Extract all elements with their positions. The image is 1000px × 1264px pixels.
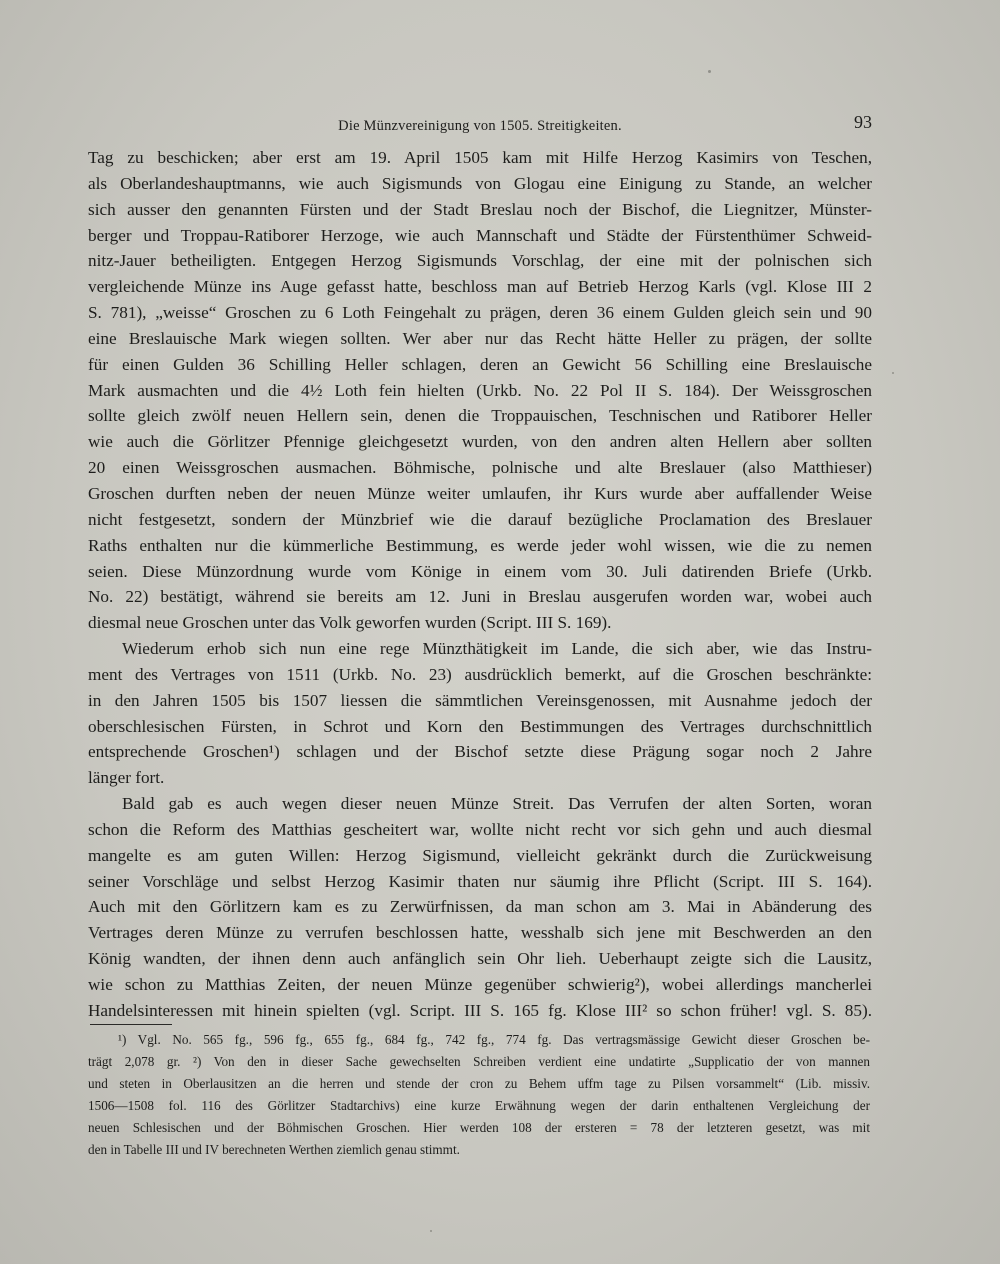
text-line: Handelsinteressen mit hinein spielten (vgl. Script. III S. 165 fg. Klose III² so schon früher! vgl. S. 85). — [88, 1000, 872, 1020]
text-line: Groschen durften neben der neuen Münze weiter umlaufen, ihr Kurs wurde aber auffallender Weise — [88, 483, 872, 503]
footnote-line: 1506—1508 fol. 116 des Görlitzer Stadtarchivs) eine kurze Erwähnung wegen der darin enthaltenen Vergleichung der — [88, 1098, 870, 1113]
text-line: seiner Vorschläge und selbst Herzog Kasimir thaten nur säumig ihre Pflicht (Script. III S. 164). — [88, 871, 872, 891]
text-line: entsprechende Groschen¹) schlagen und der Bischof setzte diese Prägung sogar noch 2 Jahre — [88, 742, 872, 762]
text-line: S. 781), „weisse“ Groschen zu 6 Loth Feingehalt zu prägen, deren 36 einem Gulden gleich sein und 90 — [88, 303, 872, 323]
text-line: mangelte es am guten Willen: Herzog Sigismund, vielleicht gekränkt durch die Zurückweisung — [88, 845, 872, 865]
text-line: wie schon zu Matthias Zeiten, der neuen Münze gegenüber schwierig²), wobei allerdings mancherlei — [88, 975, 872, 994]
text-line: sollte gleich zwölf neuen Hellern sein, denen die Troppauischen, Teschnischen und Ratiborer Heller — [88, 406, 872, 426]
text-line: No. 22) bestätigt, während sie bereits am 12. Juni in Breslau ausgerufen worden war, wobei auch — [88, 587, 872, 607]
text-line: ment des Vertrages von 1511 (Urkb. No. 23) ausdrücklich bemerkt, auf die Groschen beschränkte: — [88, 664, 872, 684]
text-line: diesmal neue Groschen unter das Volk geworfen wurden (Script. III S. 169). — [88, 613, 612, 633]
page-header — [88, 112, 872, 140]
text-line: König wandten, der ihnen denn auch anfänglich sein Ohr lieh. Ueberhaupt zeigte sich die Lausitz, — [88, 949, 872, 969]
text-line: Raths enthalten nur die kümmerliche Bestimmung, es werde jeder wohl wissen, wie die zu nemen — [88, 535, 872, 555]
text-line: Tag zu beschicken; aber erst am 19. April 1505 kam mit Hilfe Herzog Kasimirs von Teschen, — [88, 148, 872, 167]
text-line: berger und Troppau-Ratiborer Herzoge, wie auch Mannschaft und Städte der Fürstenthümer Schweid- — [88, 225, 872, 245]
main-text — [88, 145, 872, 1024]
text-line: vergleichende Münze ins Auge gefasst hatte, beschloss man auf Betrieb Herzog Karls (vgl. Klose III 2 — [88, 277, 872, 297]
text-line: für einen Gulden 36 Schilling Heller schlagen, deren an Gewicht 56 Schilling eine Breslauische — [88, 354, 872, 374]
footnote-rule — [90, 1024, 172, 1025]
paper-speck — [430, 1230, 432, 1232]
paper-speck — [708, 70, 711, 73]
footnote-line: den in Tabelle III und IV berechneten Werthen ziemlich genau stimmt. — [88, 1142, 460, 1157]
footnote-line: trägt 2,078 gr. ²) Von den in dieser Sache gewechselten Schreiben verdient eine undatirte „Supplicatio der von mannen — [88, 1054, 870, 1069]
text-line: oberschlesischen Fürsten, in Schrot und Korn den Bestimmungen des Vertrages durchschnittlich — [88, 716, 872, 736]
text-line: schon die Reform des Matthias gescheitert war, wollte nicht recht vor sich gehn und auch diesmal — [88, 819, 872, 839]
text-line: länger fort. — [88, 768, 165, 788]
text-line: wie auch die Görlitzer Pfennige gleichgesetzt wurden, von den andren alten Hellern aber sollten — [88, 432, 872, 452]
paper-speck — [892, 372, 894, 374]
text-line: Mark ausmachten und die 4½ Loth fein hielten (Urkb. No. 22 Pol II S. 184). Der Weissgroschen — [88, 380, 872, 400]
text-line: nicht festgesetzt, sondern der Münzbrief wie die darauf bezügliche Proclamation des Breslauer — [88, 509, 872, 529]
text-line: Wiederum erhob sich nun eine rege Münzthätigkeit im Lande, die sich aber, wie das Instru- — [122, 639, 872, 659]
text-line: 20 einen Weissgroschen ausmachen. Böhmische, polnische und alte Breslauer (also Matthieser) — [88, 458, 872, 478]
footnotes — [88, 1029, 870, 1161]
footnote-line: neuen Schlesischen und der Böhmischen Groschen. Hier werden 108 der ersteren = 78 der letzteren gesetzt, was mit — [88, 1120, 870, 1135]
text-line: sich ausser den genannten Fürsten und der Stadt Breslau noch der Bischof, die Liegnitzer, Münster- — [88, 199, 872, 219]
text-line: seien. Diese Münzordnung wurde vom Könige in einem vom 30. Juli datirenden Briefe (Urkb. — [88, 561, 872, 581]
text-line: nitz-Jauer betheiligten. Entgegen Herzog Sigismunds Vorschlag, der eine mit der polnischen sich — [88, 251, 872, 271]
text-line: Bald gab es auch wegen dieser neuen Münze Streit. Das Verrufen der alten Sorten, woran — [122, 794, 872, 814]
text-line: als Oberlandeshauptmanns, wie auch Sigismunds von Glogau eine Einigung zu Stande, an welcher — [88, 173, 872, 193]
running-title: Die Münzvereinigung von 1505. Streitigkeiten. — [338, 118, 622, 134]
text-line: eine Breslauische Mark wiegen sollten. Wer aber nur das Recht hätte Heller zu prägen, der sollte — [88, 328, 872, 348]
footnote-line: und steten in Oberlausitzen an die herren und stende der cron zu Behem uffm tage zu Pilsen vorsammelt“ (Lib. missiv. — [88, 1076, 870, 1091]
text-line: Vertrages deren Münze zu verrufen beschlossen hatte, wesshalb sich jene mit Beschwerden an den — [88, 923, 872, 943]
text-line: in den Jahren 1505 bis 1507 liessen die sämmtlichen Vereinsgenossen, mit Ausnahme jedoch der — [88, 690, 872, 710]
footnote-line: ¹) Vgl. No. 565 fg., 596 fg., 655 fg., 684 fg., 742 fg., 774 fg. Das vertragsmässige Gewicht dieser Groschen be- — [118, 1032, 870, 1047]
page-number: 93 — [854, 112, 872, 132]
text-line: Auch mit den Görlitzern kam es zu Zerwürfnissen, da man schon am 3. Mai in Abänderung des — [88, 897, 872, 917]
